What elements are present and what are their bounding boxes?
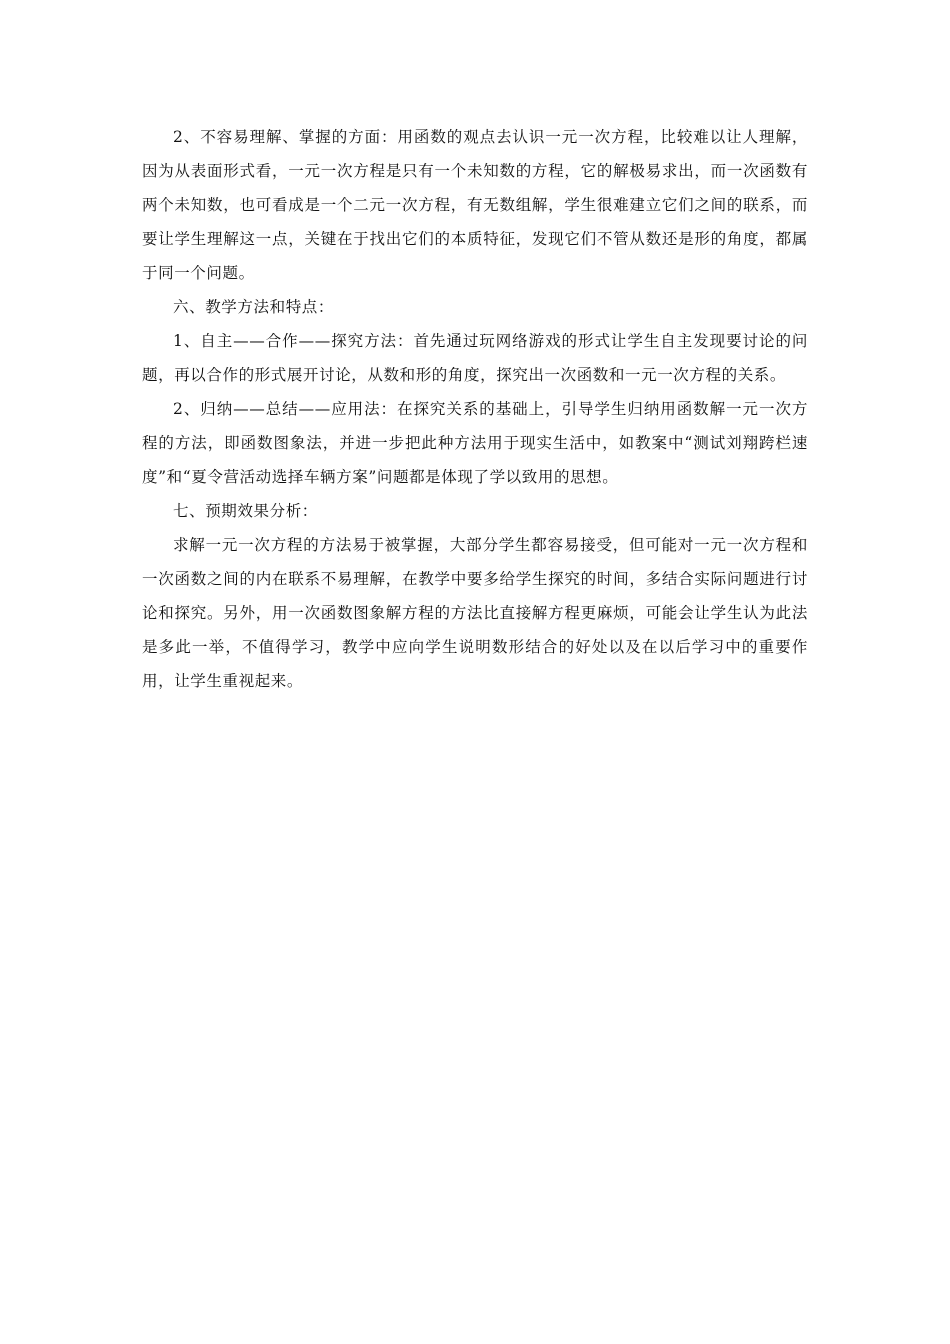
paragraph-difficulty: 2、不容易理解、掌握的方面：用函数的观点去认识一元一次方程，比较难以让人理解，因为从表面形式看，一元一次方程是只有一个未知数的方程，它的解极易求出，而一次函数有两个未知数，也可看成是一个二元一次方程，有无数组解，学生很难建立它们之间的联系，而要让学生理解这一点，关键在于找出它们的本质特征，发现它们不管从数还是形的角度，都属于同一个问题。 — [142, 128, 808, 282]
document-body — [142, 120, 808, 698]
paragraph-expected-effect: 求解一元一次方程的方法易于被掌握，大部分学生都容易接受，但可能对一元一次方程和一次函数之间的内在联系不易理解，在教学中要多给学生探究的时间，多结合实际问题进行讨论和探究。另外，用一次函数图象解方程的方法比直接解方程更麻烦，可能会让学生认为此法是多此一举，不值得学习，教学中应向学生说明数形结合的好处以及在以后学习中的重要作用，让学生重视起来。 — [142, 536, 808, 690]
section-heading-expected-effect: 七、预期效果分析： — [173, 502, 318, 520]
paragraph-method-induction: 2、归纳——总结——应用法：在探究关系的基础上，引导学生归纳用函数解一元一次方程的方法，即函数图象法，并进一步把此种方法用于现实生活中，如教案中“测试刘翔跨栏速度”和“夏令营活动选择车辆方案”问题都是体现了学以致用的思想。 — [142, 400, 808, 486]
paragraph-method-inquiry: 1、自主——合作——探究方法：首先通过玩网络游戏的形式让学生自主发现要讨论的问题，再以合作的形式展开讨论，从数和形的角度，探究出一次函数和一元一次方程的关系。 — [142, 332, 808, 384]
section-heading-teaching-methods: 六、教学方法和特点： — [173, 298, 335, 316]
